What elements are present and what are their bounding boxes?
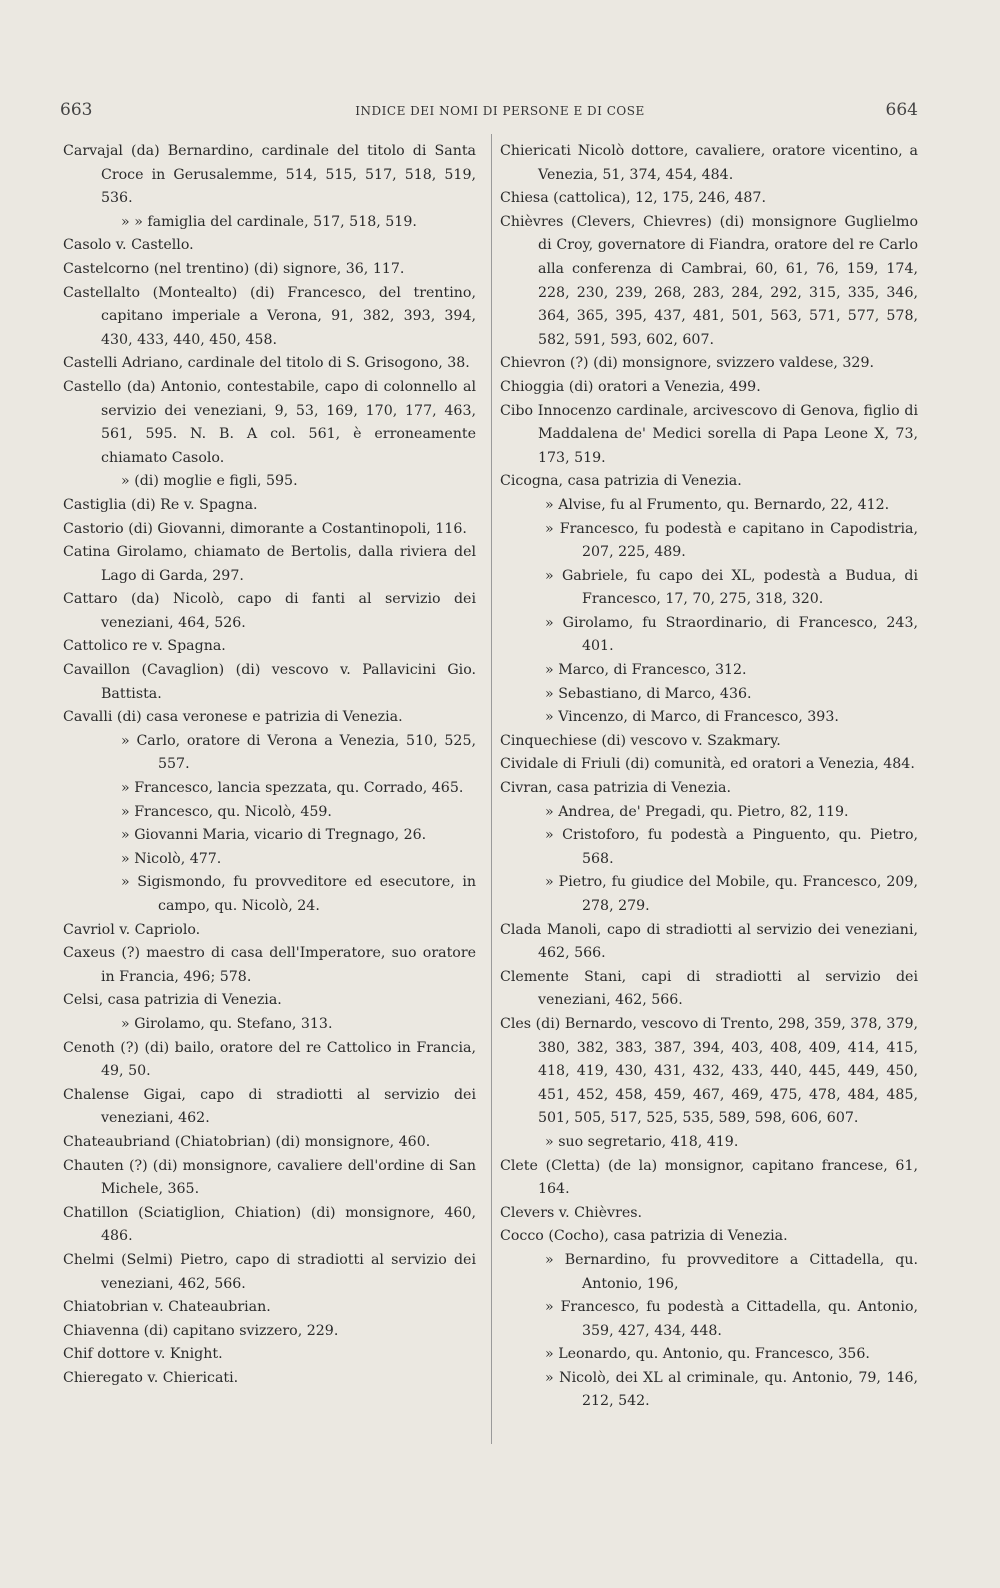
index-entry: Clemente Stani, capi di stradiotti al servizio dei veneziani, 462, 566. (500, 968, 918, 1009)
index-subentry: » Pietro, fu giudice del Mobile, qu. Francesco, 209, 278, 279. (545, 874, 918, 914)
running-title: INDICE DEI NOMI DI PERSONE E DI COSE (355, 104, 645, 118)
index-entry: Cocco (Cocho), casa patrizia di Venezia. (500, 1228, 788, 1245)
index-subentry: » Carlo, oratore di Verona a Venezia, 510, 525, 557. (121, 732, 476, 773)
index-entry: Casolo v. Castello. (63, 237, 194, 254)
index-entry: Chauten (?) (di) monsignore, cavaliere dell'ordine di San Michele, 365. (63, 1157, 476, 1198)
index-entry: Clevers v. Chièvres. (500, 1204, 643, 1221)
index-entry: Chalense Gigai, capo di stradiotti al servizio dei veneziani, 462. (63, 1086, 476, 1127)
index-subentry: » Alvise, fu al Frumento, qu. Bernardo, 22, 412. (545, 496, 890, 513)
index-entry: Cinquechiese (di) vescovo v. Szakmary. (500, 732, 781, 749)
index-entry: Chelmi (Selmi) Pietro, capo di stradiotti al servizio dei veneziani, 462, 566. (63, 1251, 476, 1292)
index-subentry: » Bernardino, fu provveditore a Cittadella, qu. Antonio, 196, (545, 1251, 918, 1292)
page-number-right: 664 (885, 100, 918, 120)
index-subentry: » suo segretario, 418, 419. (545, 1133, 739, 1150)
index-subentry: » Giovanni Maria, vicario di Tregnago, 26. (121, 827, 427, 844)
index-subentry: » Girolamo, fu Straordinario, di Francesco, 243, 401. (545, 614, 918, 655)
index-entry: Chioggia (di) oratori a Venezia, 499. (500, 378, 761, 395)
index-subentry: » Francesco, lancia spezzata, qu. Corrado, 465. (121, 780, 464, 797)
index-entry: Chiericati Nicolò dottore, cavaliere, oratore vicentino, a Venezia, 51, 374, 454, 484. (500, 143, 918, 183)
index-subentry: » Vincenzo, di Marco, di Francesco, 393. (545, 709, 839, 726)
index-entry: Catina Girolamo, chiamato de Bertolis, dalla riviera del Lago di Garda, 297. (63, 544, 476, 584)
index-entry: Chiesa (cattolica), 12, 175, 246, 487. (500, 190, 766, 207)
index-subentry: » Andrea, de' Pregadi, qu. Pietro, 82, 119. (545, 803, 849, 820)
page-number-left: 663 (60, 100, 93, 120)
index-entry: Chiavenna (di) capitano svizzero, 229. (63, 1322, 339, 1339)
index-subentry: » Gabriele, fu capo dei XL, podestà a Budua, di Francesco, 17, 70, 275, 318, 320. (545, 567, 918, 608)
index-entry: Clada Manoli, capo di stradiotti al servizio dei veneziani, 462, 566. (500, 921, 918, 962)
index-entry: Cavriol v. Capriolo. (63, 921, 201, 938)
index-subentry: » Francesco, qu. Nicolò, 459. (121, 803, 332, 820)
index-entry: Cavalli (di) casa veronese e patrizia di Venezia. (63, 709, 403, 726)
index-entry: Cavaillon (Cavaglion) (di) vescovo v. Pallavicini Gio. Battista. (63, 662, 476, 702)
index-entry: Chateaubriand (Chiatobrian) (di) monsignore, 460. (63, 1133, 431, 1150)
index-entry: Chiatobrian v. Chateaubrian. (63, 1299, 271, 1316)
index-entry: Castello (da) Antonio, contestabile, capo di colonnello al servizio dei veneziani, 9, 53, 169, 170, 177, 463, 561, 595. N. B. A col. 561, è erroneamente chiamato Casolo. (63, 378, 476, 466)
index-subentry: » Francesco, fu podestà a Cittadella, qu. Antonio, 359, 427, 434, 448. (545, 1299, 918, 1339)
index-entry: Chièvres (Clevers, Chievres) (di) monsignore Guglielmo di Croy, governatore di Fiandra, oratore del re Carlo alla conferenza di Cambrai, 60, 61, 76, 159, 174, 228, 230, 239, 268, 283, 284, 292, 315, 335, 346, 364, 365, 395, 437, 481, 501, 563, 571, 577, 578, 582, 591, 593, 602, 607. (500, 213, 918, 348)
column-divider (491, 134, 492, 1444)
right-column (500, 140, 918, 1414)
index-entry: Chieregato v. Chiericati. (63, 1369, 239, 1386)
index-subentry: » Sebastiano, di Marco, 436. (545, 685, 752, 702)
index-entry: Castiglia (di) Re v. Spagna. (63, 496, 258, 513)
index-entry: Cattaro (da) Nicolò, capo di fanti al servizio dei veneziani, 464, 526. (63, 591, 476, 631)
index-entry: Castelli Adriano, cardinale del titolo di S. Grisogono, 38. (63, 355, 470, 372)
index-subentry: » Cristoforo, fu podestà a Pinguento, qu. Pietro, 568. (545, 827, 918, 867)
index-entry: Castorio (di) Giovanni, dimorante a Costantinopoli, 116. (63, 520, 467, 537)
index-subentry: » Leonardo, qu. Antonio, qu. Francesco, 356. (545, 1346, 870, 1363)
index-subentry: » Sigismondo, fu provveditore ed esecutore, in campo, qu. Nicolò, 24. (121, 874, 476, 914)
index-subentry: » Nicolò, dei XL al criminale, qu. Antonio, 79, 146, 212, 542. (545, 1369, 918, 1410)
index-entry: Clete (Cletta) (de la) monsignor, capitano francese, 61, 164. (500, 1157, 918, 1198)
index-subentry: » Francesco, fu podestà e capitano in Capodistria, 207, 225, 489. (545, 520, 918, 561)
index-entry: Civran, casa patrizia di Venezia. (500, 780, 731, 797)
index-entry: Castelcorno (nel trentino) (di) signore, 36, 117. (63, 260, 405, 277)
index-subentry: » Girolamo, qu. Stefano, 313. (121, 1015, 333, 1032)
index-entry: Cibo Innocenzo cardinale, arcivescovo di Genova, figlio di Maddalena de' Medici sorella di Papa Leone X, 73, 173, 519. (500, 402, 918, 466)
index-subentry: » Marco, di Francesco, 312. (545, 662, 747, 679)
index-subentry: » Nicolò, 477. (121, 850, 222, 867)
index-entry: Caxeus (?) maestro di casa dell'Imperatore, suo oratore in Francia, 496; 578. (63, 945, 476, 985)
index-subentry: » » famiglia del cardinale, 517, 518, 519. (121, 213, 417, 230)
left-column (63, 140, 476, 1390)
index-entry: Carvajal (da) Bernardino, cardinale del titolo di Santa Croce in Gerusalemme, 514, 515, 517, 518, 519, 536. (63, 143, 476, 207)
index-subentry: » (di) moglie e figli, 595. (121, 473, 298, 490)
index-entry: Cicogna, casa patrizia di Venezia. (500, 473, 742, 490)
index-entry: Celsi, casa patrizia di Venezia. (63, 992, 282, 1009)
index-entry: Chatillon (Sciatiglion, Chiation) (di) monsignore, 460, 486. (63, 1204, 476, 1245)
index-entry: Chievron (?) (di) monsignore, svizzero valdese, 329. (500, 355, 874, 372)
index-entry: Cenoth (?) (di) bailo, oratore del re Cattolico in Francia, 49, 50. (63, 1039, 476, 1080)
page-header (0, 100, 1000, 126)
index-entry: Chif dottore v. Knight. (63, 1346, 223, 1363)
index-entry: Cles (di) Bernardo, vescovo di Trento, 298, 359, 378, 379, 380, 382, 383, 387, 394, 403, 408, 409, 414, 415, 418, 419, 430, 431, 432, 433, 440, 445, 449, 450, 451, 452, 458, 459, 467, 469, 475, 478, 484, 485, 501, 505, 517, 525, 535, 589, 598, 606, 607. (500, 1015, 918, 1127)
index-entry: Cattolico re v. Spagna. (63, 638, 226, 655)
index-entry: Castellalto (Montealto) (di) Francesco, del trentino, capitano imperiale a Verona, 91, 382, 393, 394, 430, 433, 440, 450, 458. (63, 284, 476, 348)
index-entry: Cividale di Friuli (di) comunità, ed oratori a Venezia, 484. (500, 756, 915, 773)
